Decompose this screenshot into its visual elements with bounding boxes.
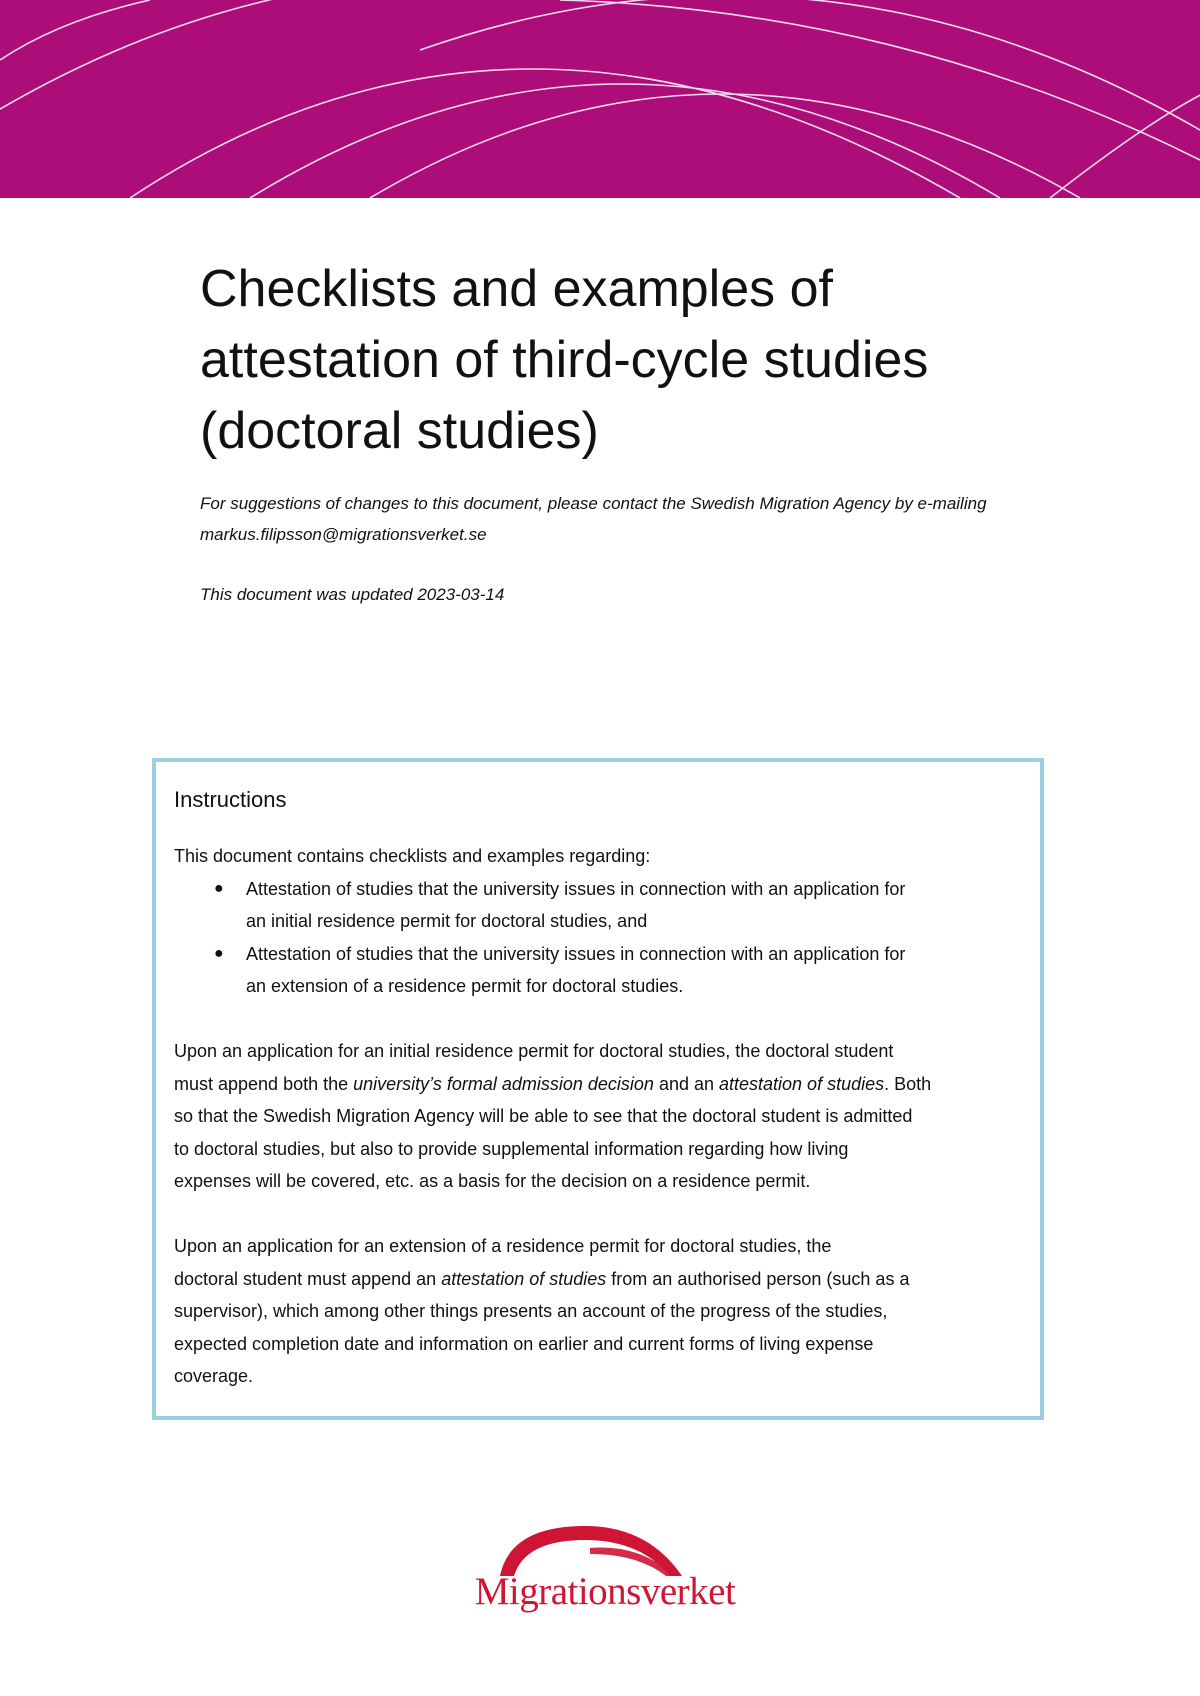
bullet-dot-icon: ●	[214, 879, 224, 897]
emphasis-admission-decision: university’s formal admission decision	[353, 1073, 654, 1094]
instructions-intro: This document contains checklists and examples regarding:	[174, 846, 651, 866]
text-run: . Both	[884, 1073, 932, 1094]
header-band	[0, 0, 1200, 198]
paragraph-line: so that the Swedish Migration Agency will be able to see that the doctoral student is admitted	[174, 1106, 913, 1126]
paragraph-line	[174, 1068, 1024, 1101]
migrationsverket-logo	[470, 1518, 740, 1620]
bullet-item	[174, 938, 1024, 1003]
paragraph-line: coverage.	[174, 1366, 254, 1386]
paragraph-line: to doctoral studies, but also to provide supplemental information regarding how living	[174, 1138, 849, 1159]
paragraph-line: expenses will be covered, etc. as a basis for the decision on a residence permit.	[174, 1171, 811, 1191]
bullet-line: an initial residence permit for doctoral studies, and	[246, 911, 648, 931]
instructions-heading: Instructions	[174, 787, 287, 812]
text-run: from an authorised person (such as a	[606, 1268, 910, 1289]
text-run: and an	[653, 1073, 719, 1094]
text-run: doctoral student must append an	[174, 1268, 442, 1289]
bullet-line: Attestation of studies that the university issues in connection with an application for	[246, 943, 906, 964]
emphasis-attestation: attestation of studies	[441, 1268, 607, 1289]
paragraph-line: Upon an application for an extension of a residence permit for doctoral studies, the	[174, 1236, 832, 1256]
updated-date-note: This document was updated 2023-03-14	[200, 585, 505, 604]
paragraph-line: Upon an application for an initial residence permit for doctoral studies, the doctoral student	[174, 1041, 894, 1061]
instructions-box	[152, 758, 1044, 1420]
paragraph-line: expected completion date and information on earlier and current forms of living expense	[174, 1333, 874, 1354]
bullet-line: Attestation of studies that the university issues in connection with an application for	[246, 878, 906, 899]
contact-line: For suggestions of changes to this document, please contact the Swedish Migration Agency by e-mailing	[200, 494, 987, 513]
bullet-line: an extension of a residence permit for doctoral studies.	[246, 976, 684, 996]
initial-permit-paragraph	[174, 1035, 1024, 1198]
logo-wordmark: Migrationsverket	[474, 1570, 736, 1613]
text-run: must append both the	[174, 1073, 354, 1094]
title-line: attestation of third-cycle studies	[200, 331, 929, 389]
bullet-item	[174, 873, 1024, 938]
bullet-dot-icon: ●	[214, 944, 224, 962]
title-line: (doctoral studies)	[200, 402, 599, 460]
extension-permit-paragraph	[174, 1230, 1024, 1393]
title-line: Checklists and examples of	[200, 260, 833, 318]
contact-note	[200, 488, 1080, 550]
instructions-bullet-list	[174, 873, 1024, 1003]
contact-email: markus.filipsson@migrationsverket.se	[200, 525, 487, 544]
emphasis-attestation: attestation of studies	[719, 1073, 885, 1094]
paragraph-line	[174, 1263, 1024, 1296]
document-title	[200, 254, 1100, 467]
paragraph-line: supervisor), which among other things presents an account of the progress of the studies,	[174, 1301, 888, 1321]
header-arcs-decoration	[0, 0, 1200, 198]
